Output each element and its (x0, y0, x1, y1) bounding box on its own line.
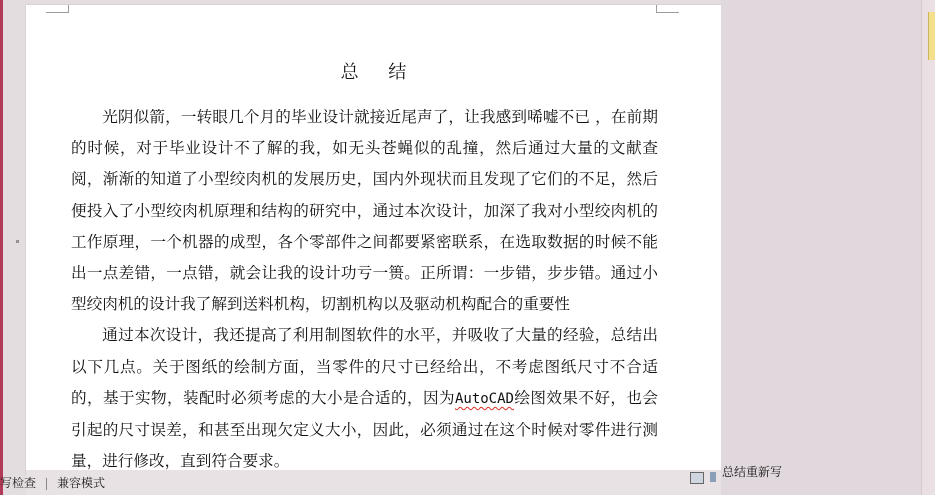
document-page[interactable] (26, 5, 721, 475)
status-spellcheck[interactable]: 写检查 (0, 476, 37, 490)
status-view-icons (690, 472, 716, 486)
print-layout-icon[interactable] (690, 472, 704, 484)
crop-mark-left (46, 5, 69, 13)
comment-margin (721, 0, 935, 495)
status-compat-mode: 兼容模式 (57, 476, 106, 490)
status-separator (46, 478, 47, 490)
ruler-marker (16, 240, 19, 243)
comment-text: 总结重新写 (722, 465, 783, 479)
web-layout-icon[interactable] (710, 472, 716, 482)
page-title: 总 结 (340, 62, 419, 83)
spellcheck-flagged-word[interactable]: AutoCAD (454, 390, 514, 407)
status-bar (26, 470, 721, 495)
paragraph-2-text-end: 绘图效果不好，也会引起的尺寸误差，和甚至出现欠定义大小，因此，必须通过在这个时候对零件进行测量，进行修改，直到符合要求。 (71, 388, 658, 471)
comment-marker[interactable] (928, 12, 935, 60)
right-scroll-strip[interactable] (921, 0, 935, 495)
paragraph-1: 光阴似箭，一转眼几个月的毕业设计就接近尾声了，让我感到唏嘘不已 ，在前期的时候，对于毕业设计不了解的我，如无头苍蝇似的乱撞，然后通过大量的文献查阅，渐渐的知道了小型绞肉机的发展历史，国内外现状而且发现了它们的不足，然后便投入了小型绞肉机原理和结构的研究中，通过本次设计，加深了我对小型绞肉机的工作原理，一个机器的成型，各个零部件之间都要紧密联系，在选取数据的时候不能出一点差错，一点错，就会让我的设计功亏一篑。正所谓：一步错，步步错。通过小型绞肉机的设计我了解到送料机构，切割机构以及驱动机构配合的重要性 (71, 108, 658, 314)
paragraph-2-text-start: 通过本次设计，我还提高了利用制图软件的水平，并吸收了大量的经验，总结出以下几点。关于图纸的绘制方面，当零件的尺寸已经给出，不考虑图纸尺寸不合适的，基于实物，装配时必须考虑的大小是合适的，因为 (71, 326, 658, 407)
document-body[interactable] (71, 102, 658, 475)
left-accent-rail (0, 0, 3, 495)
paragraph-2 (71, 320, 658, 475)
status-bar-left (0, 474, 105, 491)
crop-mark-right (656, 5, 679, 13)
